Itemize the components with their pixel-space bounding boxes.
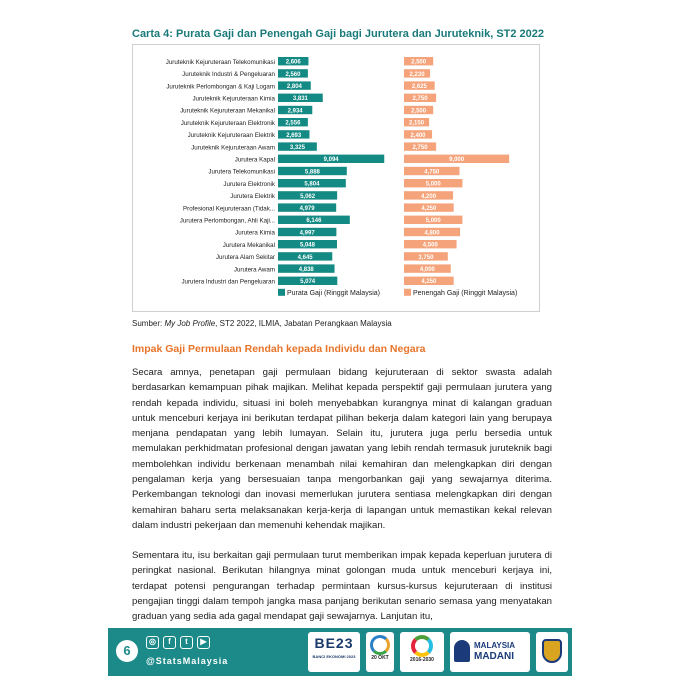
malaysia-madani-logo [450,632,530,672]
page-number: 6 [116,640,138,662]
data-label-penengah-gaji: 4,750 [424,169,440,176]
data-label-purata-gaji: 9,094 [323,157,339,164]
data-label-purata-gaji: 5,804 [304,181,320,188]
data-label-penengah-gaji: 4,250 [421,279,437,286]
sdg-years: 2016-2030 [410,657,434,663]
legend-label-penengah-gaji: Penengah Gaji (Ringgit Malaysia) [413,289,518,297]
data-label-penengah-gaji: 4,800 [424,230,440,237]
data-label-purata-gaji: 3,831 [292,96,308,103]
source-italic: My Job Profile [164,319,216,328]
data-label-purata-gaji: 2,606 [285,59,301,66]
category-label: Juruteknik Industri & Pengeluaran [182,71,275,79]
coat-of-arms-logo [536,632,568,672]
category-label: Jurutera Kapal [234,156,275,164]
category-label: Juruteknik Kejuruteraan Kimia [192,95,275,103]
banci-caption: BANCI EKONOMI 2023 [312,654,356,659]
data-label-purata-gaji: 5,074 [300,279,316,286]
category-label: Jurutera Elektrik [230,193,275,201]
category-label: Jurutera Perlombongan, Ahli Kaji... [179,217,275,225]
category-label: Juruteknik Perlombongan & Kaji Logam [166,83,275,91]
category-label: Juruteknik Kejuruteraan Telekomunikasi [165,58,275,66]
banci-logo-text: BE23 [314,635,354,651]
category-label: Jurutera Awam [233,266,275,274]
data-label-purata-gaji: 5,062 [300,193,316,200]
data-label-purata-gaji: 2,560 [285,71,301,78]
category-label: Jurutera Elektronik [223,180,275,188]
madani-line-1: MALAYSIA [474,641,516,650]
source-prefix: Sumber: [132,319,165,328]
youtube-icon[interactable]: ▶ [197,636,210,649]
paragraph-1: Secara amnya, penetapan gaji permulaan bidang kejuruteraan di sektor swasta adalah berdasarkan kemampuan pihak majikan. Melihat kepada perspektif gaji permulaan jurutera yang rendah kepada individu, situasi ini boleh menyebabkan kurangnya minat di kalangan graduan untuk menceburi kerjaya ini berikutan terdapat pilihan bekerja dalam kategori lain yang berupaya menjana pendapatan yang lebih lumayan. Selain itu, jurutera juga perlu bersedia untuk memulakan perkhidmatan profesional dengan jawatan yang lebih rendah termasuk juruteknik bagi membolehkan individu berkenaan menambah nilai kemahiran dan melengkapkan diri dengan pengalaman kerja yang bersesuaian tanpa mengorbankan gaji yang sewajarnya diterima. Perkembangan teknologi dan inovasi memerlukan jurutera sentiasa melengkapkan diri dengan kemahiran baharu serta melaksanakan kerja-kerja di lapangan untuk memastikan kekal relevan dalam industri pekerjaan dan memenuhi kehendak majikan. [132,367,552,531]
category-label: Jurutera Mekanikal [222,241,275,249]
category-label: Juruteknik Kejuruteraan Awam [191,144,275,152]
data-label-purata-gaji: 2,693 [286,132,302,139]
data-label-penengah-gaji: 4,200 [421,193,437,200]
world-statistics-day-logo [366,632,394,672]
data-label-penengah-gaji: 4,000 [419,267,435,273]
social-icons [146,636,210,649]
data-label-purata-gaji: 2,556 [285,120,301,127]
data-label-penengah-gaji: 2,150 [409,120,425,127]
data-label-purata-gaji: 6,146 [306,218,322,225]
wsd-icon [370,635,390,655]
category-label: Juruteknik Kejuruteraan Mekanikal [180,107,275,115]
source-suffix: , ST2 2022, ILMIA, Jabatan Perangkaan Malaysia [215,319,392,328]
footer-banner [108,628,572,676]
data-label-penengah-gaji: 2,625 [411,84,427,90]
data-label-penengah-gaji: 3,750 [418,254,434,261]
banci-ekonomi-logo [308,632,360,672]
legend-swatch-purata-gaji [278,289,285,296]
data-label-purata-gaji: 4,997 [299,230,315,237]
data-label-purata-gaji: 5,048 [299,242,315,249]
sdg-logo [400,632,444,672]
data-label-purata-gaji: 5,888 [304,169,320,176]
data-label-penengah-gaji: 2,500 [411,59,427,66]
chart-frame [132,44,540,312]
data-label-penengah-gaji: 2,500 [411,108,427,115]
data-label-purata-gaji: 4,838 [298,267,314,273]
legend-swatch-penengah-gaji [404,289,411,296]
category-label: Juruteknik Kejuruteraan Elektronik [180,119,275,127]
data-label-penengah-gaji: 5,000 [425,218,441,225]
wsd-date: 20 OKT [371,655,389,661]
legend-label-purata-gaji: Purata Gaji (Ringgit Malaysia) [287,289,380,297]
category-label: Juruteknik Kejuruteraan Elektrik [187,132,275,140]
data-label-penengah-gaji: 4,250 [421,206,437,212]
data-label-penengah-gaji: 2,750 [412,96,428,103]
coat-of-arms-icon [542,639,562,663]
category-label: Jurutera Industri dan Pengeluaran [181,278,275,286]
chart-title: Carta 4: Purata Gaji dan Penengah Gaji bagi Jurutera dan Juruteknik, ST2 2022 [132,28,545,40]
data-label-purata-gaji: 4,645 [297,254,313,261]
sdg-wheel-icon [411,635,433,657]
madani-line-2: MADANI [474,651,514,662]
data-label-penengah-gaji: 9,000 [449,157,465,164]
data-label-purata-gaji: 3,325 [289,145,305,151]
social-handle[interactable]: @StatsMalaysia [146,656,229,666]
madani-emblem-icon [454,640,470,662]
category-label: Jurutera Telekomunikasi [208,168,275,176]
data-label-purata-gaji: 2,804 [286,84,302,90]
data-label-purata-gaji: 2,934 [287,108,303,115]
category-label: Jurutera Alam Sekitar [215,254,275,262]
source-note [132,319,392,328]
data-label-purata-gaji: 4,979 [299,206,315,212]
section-heading: Impak Gaji Permulaan Rendah kepada Individu dan Negara [132,343,426,355]
facebook-icon[interactable]: f [163,636,176,649]
data-label-penengah-gaji: 2,750 [412,145,428,151]
data-label-penengah-gaji: 4,500 [422,242,438,249]
data-label-penengah-gaji: 2,400 [410,132,426,139]
category-label: Profesional Kejuruteraan (Tidak... [183,205,275,213]
twitter-icon[interactable]: t [180,636,193,649]
bar-chart [133,45,541,313]
paragraph-2: Sementara itu, isu berkaitan gaji permulaan turut memberikan impak kepada keperluan jurutera di peringkat nasional. Berikutan hilangnya minat golongan muda untuk menceburi kerjaya ini, terdapat potensi pengurangan terhadap permintaan kursus-kursus kejuruteraan di institusi pengajian tinggi dalam tempoh jangka masa panjang berikutan senario semasa yang menyatakan graduan yang sedia ada gagal mendapat gaji sewajarnya. Lanjutan itu, [132,550,552,623]
data-label-penengah-gaji: 5,000 [425,181,441,188]
instagram-icon[interactable]: ◎ [146,636,159,649]
data-label-penengah-gaji: 2,230 [409,71,425,78]
category-label: Jurutera Kimia [235,229,275,237]
